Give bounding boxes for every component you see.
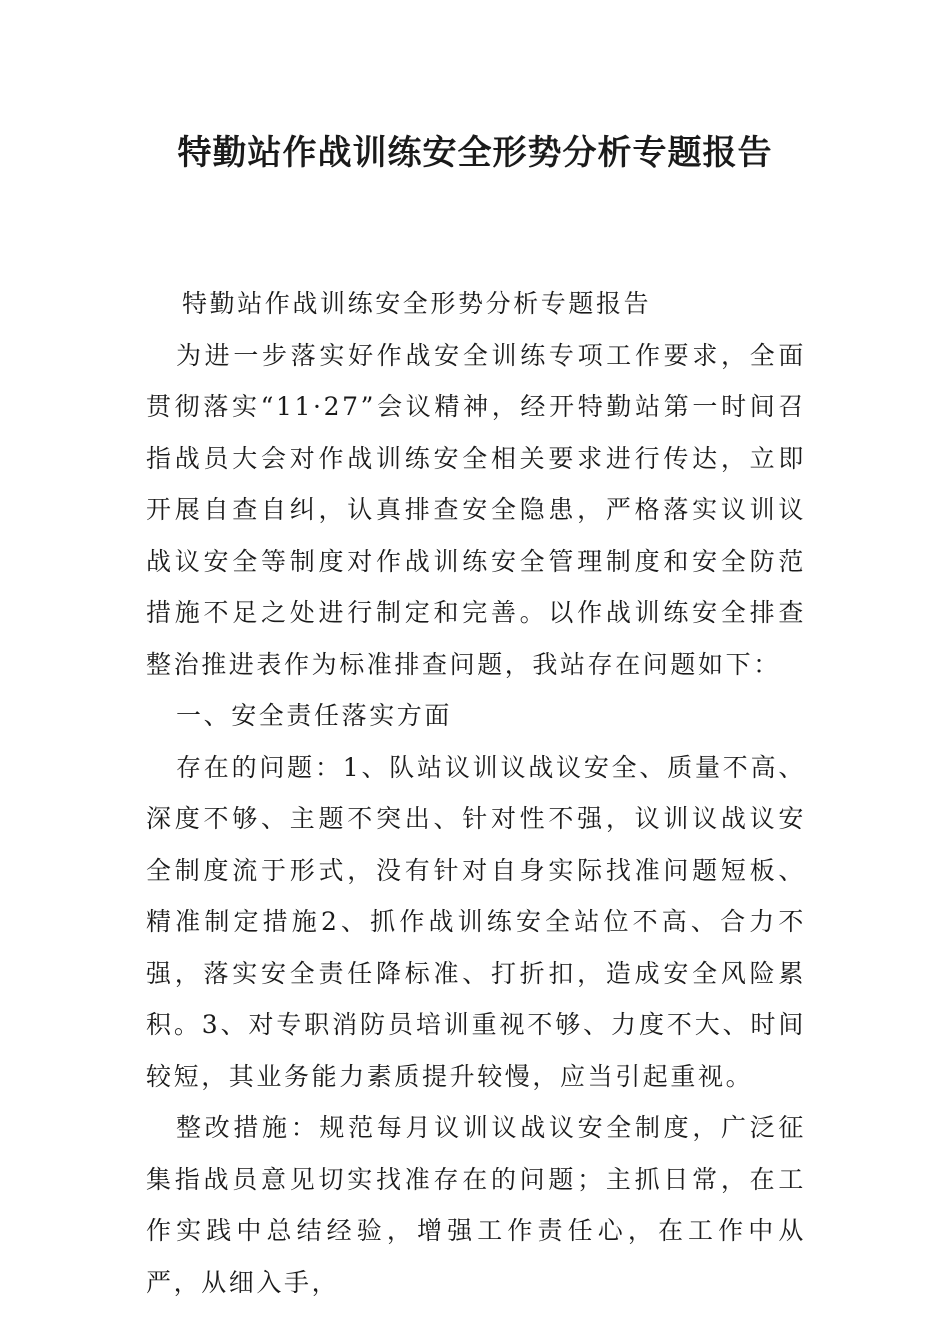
document-title: 特勤站作战训练安全形势分析专题报告 bbox=[177, 133, 773, 173]
measures-paragraph: 整改措施：规范每月议训议战议安全制度，广泛征集指战员意见切实找准存在的问题；主抓日常，在工作实践中总结经验，增强工作责任心，在工作中从严，从细入手， bbox=[146, 1113, 806, 1297]
report-subtitle: 特勤站作战训练安全形势分析专题报告 bbox=[182, 289, 652, 318]
problems-paragraph: 存在的问题：1、队站议训议战议安全、质量不高、深度不够、主题不突出、针对性不强，议训议战议安全制度流于形式，没有针对自身实际找准问题短板、精准制定措施2、抓作战训练安全站位不高、合力不强，落实安全责任降标准、打折扣，造成安全风险累积。3、对专职消防员培训重视不够、力度不大、时间较短，其业务能力素质提升较慢，应当引起重视。 bbox=[146, 752, 806, 1091]
document-body bbox=[146, 278, 806, 1308]
intro-paragraph: 为进一步落实好作战安全训练专项工作要求，全面贯彻落实“11·27”会议精神，经开特勤站第一时间召指战员大会对作战训练安全相关要求进行传达，立即开展自查自纠，认真排查安全隐患，严格落实议训议战议安全等制度对作战训练安全管理制度和安全防范措施不足之处进行制定和完善。以作战训练安全排查整治推进表作为标准排查问题，我站存在问题如下： bbox=[146, 340, 806, 679]
section-heading: 一、安全责任落实方面 bbox=[176, 701, 453, 730]
